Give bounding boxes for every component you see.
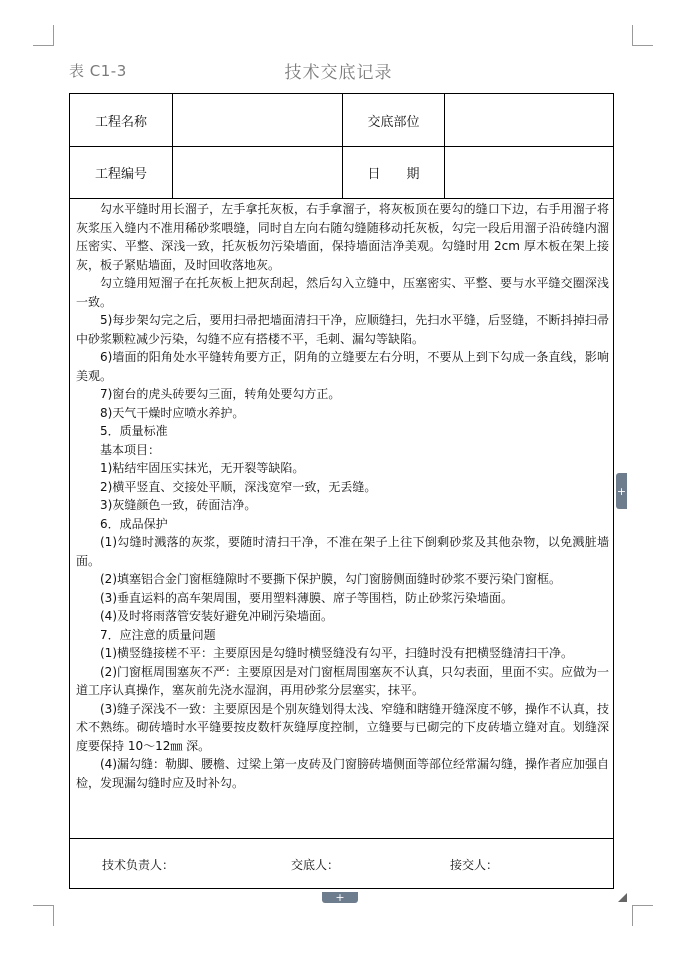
expand-bottom-button[interactable]: + [322, 892, 358, 903]
content-paragraph: (4)漏勾缝：勒脚、腰檐、过梁上第一皮砖及门窗膀砖墙侧面等部位经常漏勾缝，操作者应加强自检，发现漏勾缝时应及时补勾。 [76, 757, 610, 790]
section-heading: 5．质量标准 [100, 424, 168, 438]
content-paragraph: 基本项目： [100, 442, 161, 457]
disclosure-part-label: 交底部位 [343, 94, 445, 146]
content-paragraph: (3)缝子深浅不一致：主要原因是个别灰缝划得太浅、窄缝和瞎缝开缝深度不够，操作不认真，技术不熟练。砌砖墙时水平缝要按皮数杆灰缝厚度控制，立缝要与已砌完的下皮砖墙立缝对直。划缝深度要保持 10～12㎜ 深。 [76, 701, 610, 753]
content-paragraph: 勾水平缝时用长溜子，左手拿托灰板，右手拿溜子，将灰板顶在要勾的缝口下边，右手用溜子将灰浆压入缝内不准用稀砂浆喂缝，同时自左向右随勾缝随移动托灰板，勾完一段后用溜子沿砖缝内溜压密实、平整、深浅一致，托灰板勿污染墙面，保持墙面洁净美观。勾缝时用 2cm 厚木板在架上接灰，板子紧贴墙面，及时回收落地灰。 [76, 202, 609, 272]
disclosure-part-field[interactable] [445, 94, 613, 146]
section-heading: 6．成品保护 [100, 516, 168, 531]
content-paragraph: (3)垂直运料的高车架周围，要用塑料薄膜、席子等围档，防止砂浆污染墙面。 [100, 590, 514, 605]
project-number-label: 工程编号 [70, 146, 173, 198]
date-label: 日 期 [343, 146, 445, 198]
content-paragraph: 6)墙面的阳角处水平缝转角要方正，阴角的立缝要左右分明，不要从上到下勾成一条直线，影响美观。 [76, 350, 609, 383]
tech-lead-label: 技术负责人： [102, 858, 175, 872]
crop-mark-top-left [33, 25, 54, 46]
content-paragraph: 2)横平竖直、交接处平顺，深浅宽窄一致，无丢缝。 [100, 479, 377, 494]
receiver-label: 接交人： [450, 858, 499, 872]
disclosure-form [69, 93, 614, 889]
content-paragraph: (2)填塞铝合金门窗框缝隙时不要撕下保护膜，勾门窗膀侧面缝时砂浆不要污染门窗框。 [100, 572, 562, 586]
section-heading: 7．应注意的质量问题 [100, 627, 216, 642]
resize-handle-icon[interactable] [618, 893, 627, 902]
disclosure-content[interactable] [76, 200, 609, 792]
content-paragraph: 8)天气干燥时应喷水养护。 [100, 405, 245, 420]
project-name-label: 工程名称 [70, 94, 173, 146]
date-field[interactable] [445, 146, 613, 198]
content-paragraph: 7)窗台的虎头砖要勾三面，转角处要勾方正。 [100, 387, 341, 401]
crop-mark-top-right [632, 25, 653, 46]
expand-right-button[interactable]: + [616, 473, 627, 509]
content-paragraph: (1)横竖缝接槎不平：主要原因是勾缝时横竖缝没有勾平，扫缝时没有把横竖缝清扫干净。 [100, 646, 574, 660]
form-row-project-name [70, 94, 613, 147]
content-paragraph: (1)勾缝时溅落的灰浆，要随时清扫干净，不准在架子上往下倒剩砂浆及其他杂物，以免溅脏墙面。 [76, 535, 609, 568]
form-code: 表 C1-3 [69, 62, 127, 80]
content-paragraph: 3)灰缝颜色一致，砖面洁净。 [100, 498, 257, 512]
project-name-field[interactable] [173, 94, 343, 146]
form-row-project-number [70, 146, 613, 199]
discloser-label: 交底人： [291, 858, 340, 872]
content-paragraph: 1)粘结牢固压实抹光，无开裂等缺陷。 [100, 461, 305, 475]
page-title: 技术交底记录 [284, 63, 393, 83]
content-paragraph: 勾立缝用短溜子在托灰板上把灰刮起，然后勾入立缝中，压塞密实、平整、要与水平缝交圈深浅一致。 [76, 276, 609, 309]
crop-mark-bottom-left [33, 905, 54, 926]
crop-mark-bottom-right [632, 905, 653, 926]
signature-divider [70, 838, 613, 839]
content-paragraph: (4)及时将雨落管安装好避免冲刷污染墙面。 [100, 609, 333, 623]
content-paragraph: (2)门窗框周围塞灰不严：主要原因是对门窗框周围塞灰不认真，只勾表面，里面不实。应做为一道工序认真操作，塞灰前先浇水湿润，再用砂浆分层塞实，抹平。 [76, 664, 610, 697]
content-paragraph: 5)每步架勾完之后，要用扫帚把墙面清扫干净，应顺缝扫，先扫水平缝，后竖缝，不断抖掉扫帚中砂浆颗粒减少污染，勾缝不应有搭楼不平，毛刺、漏勾等缺陷。 [76, 313, 609, 346]
project-number-field[interactable] [173, 146, 343, 198]
